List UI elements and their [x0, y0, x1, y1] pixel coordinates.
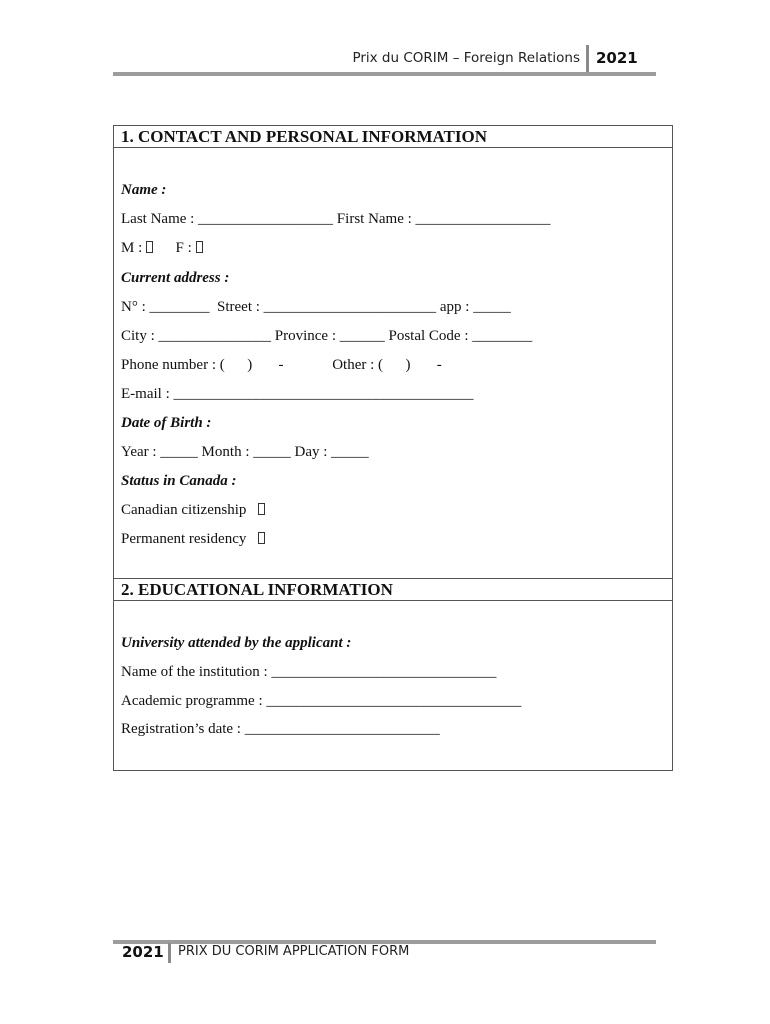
status-citizenship-row — [121, 501, 265, 519]
gender-m-label: M : — [121, 240, 143, 256]
header-rule — [113, 72, 656, 76]
status-residency-checkbox[interactable] — [258, 532, 265, 544]
footer-separator — [168, 943, 171, 963]
status-citizenship-label: Canadian citizenship — [121, 502, 247, 518]
university-heading: University attended by the applicant : — [121, 635, 352, 651]
dob-fields[interactable]: Year : _____ Month : _____ Day : _____ — [121, 444, 369, 460]
registration-date-field[interactable]: Registration’s date : __________________________ — [121, 721, 440, 737]
phone-fields[interactable]: Phone number : ( ) - Other : ( ) - — [121, 357, 442, 373]
footer-year: 2021 — [122, 943, 164, 961]
address-heading: Current address : — [121, 270, 230, 286]
gender-f-label: F : — [175, 240, 192, 256]
programme-field[interactable]: Academic programme : __________________________________ — [121, 693, 522, 709]
status-residency-row — [121, 530, 265, 548]
email-field[interactable]: E-mail : ________________________________________ — [121, 386, 474, 402]
application-form — [113, 125, 673, 771]
status-heading: Status in Canada : — [121, 473, 237, 489]
header-separator — [586, 45, 589, 75]
dob-heading: Date of Birth : — [121, 415, 212, 431]
section-2-title: 2. EDUCATIONAL INFORMATION — [114, 578, 672, 601]
name-fields[interactable]: Last Name : __________________ First Name : __________________ — [121, 211, 551, 227]
footer-title: PRIX DU CORIM APPLICATION FORM — [178, 944, 410, 959]
status-residency-label: Permanent residency — [121, 531, 247, 547]
section-1-title: 1. CONTACT AND PERSONAL INFORMATION — [114, 126, 672, 148]
institution-field[interactable]: Name of the institution : ______________________________ — [121, 664, 497, 680]
gender-row — [121, 239, 203, 257]
name-heading: Name : — [121, 182, 167, 198]
status-citizenship-checkbox[interactable] — [258, 503, 265, 515]
city-fields[interactable]: City : _______________ Province : ______ Postal Code : ________ — [121, 328, 533, 344]
header-year: 2021 — [596, 49, 638, 67]
header-title: Prix du CORIM – Foreign Relations — [352, 50, 580, 66]
gender-m-checkbox[interactable] — [146, 241, 153, 253]
gender-f-checkbox[interactable] — [196, 241, 203, 253]
street-fields[interactable]: N° : ________ Street : _______________________ app : _____ — [121, 299, 511, 315]
